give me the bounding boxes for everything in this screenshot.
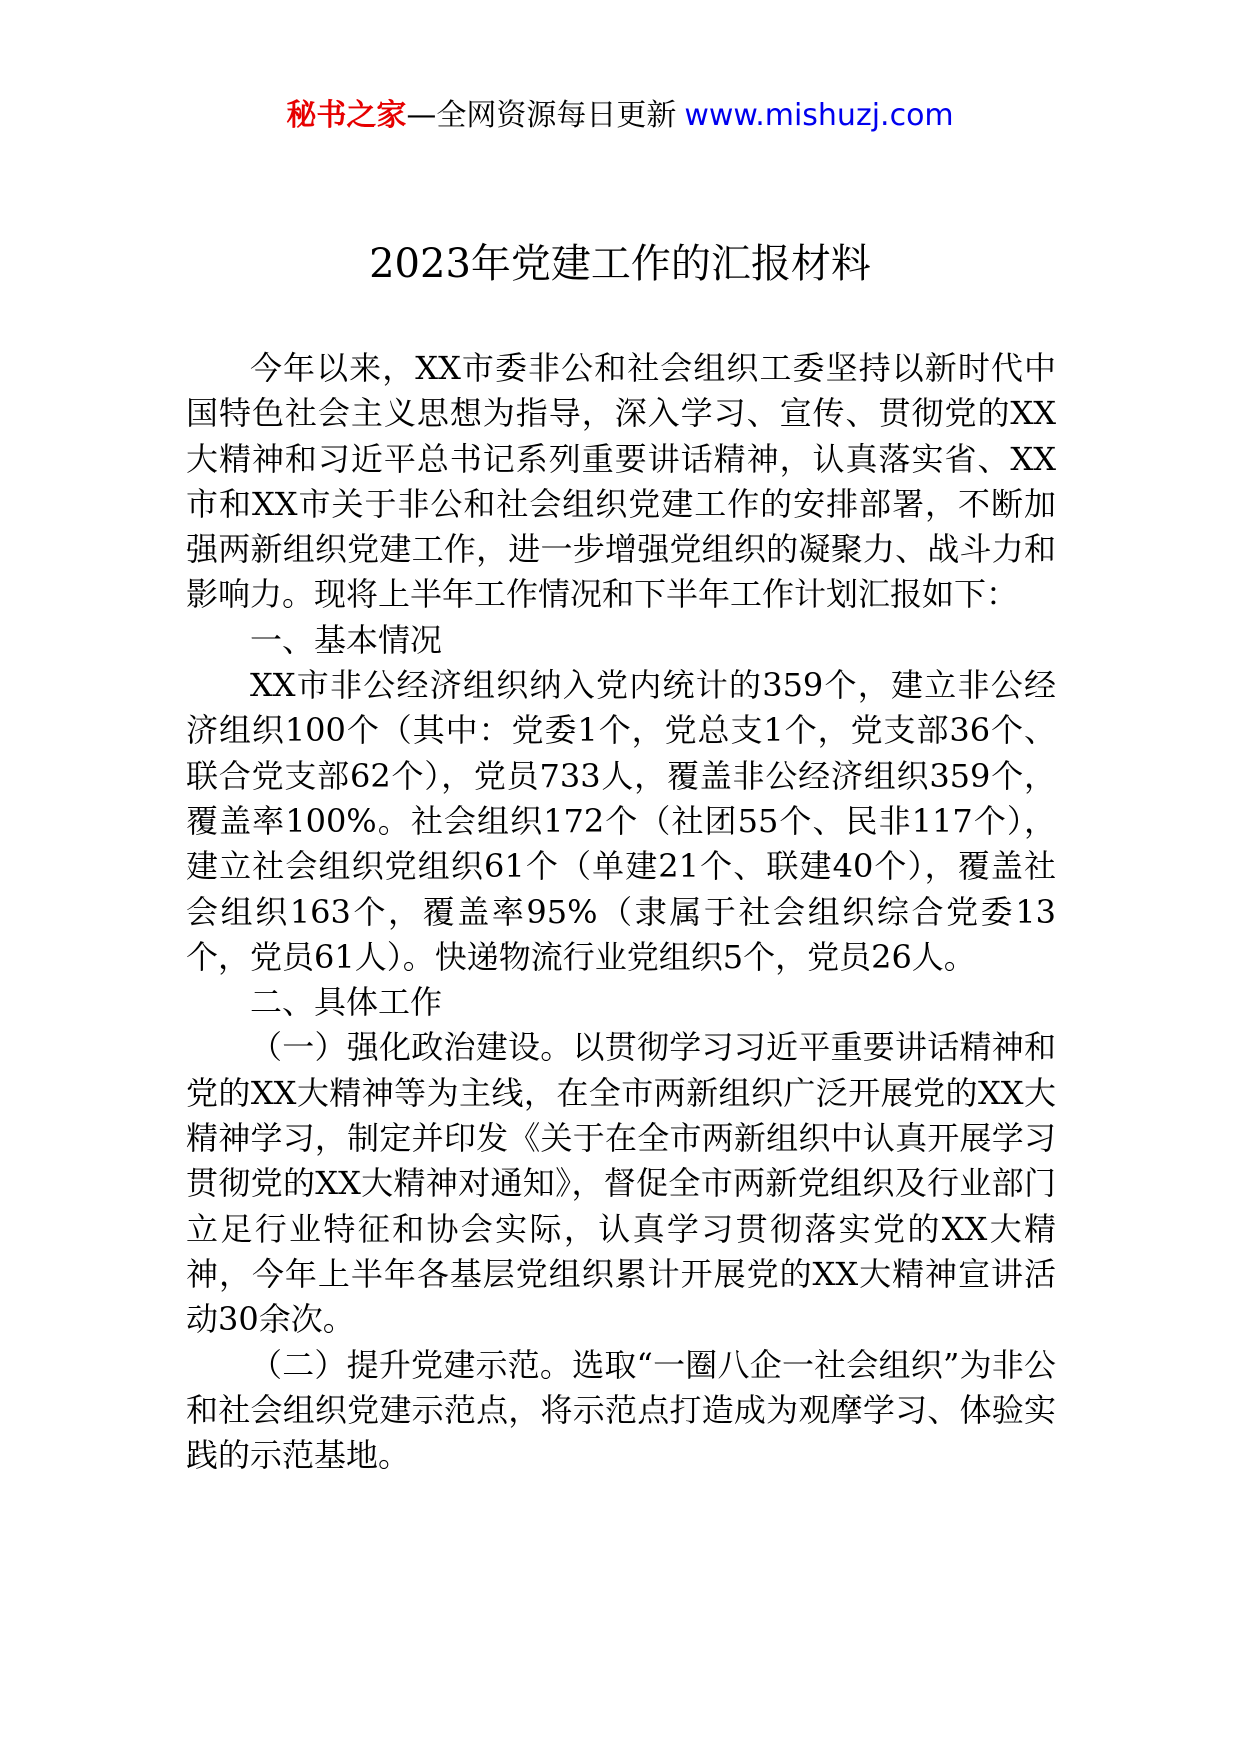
site-header [0,96,1240,136]
header-tagline: —全网资源每日更新 [406,98,677,133]
document-body [186,346,1056,1478]
paragraph-intro: 今年以来，XX市委非公和社会组织工委坚持以新时代中国特色社会主义思想为指导，深入学习、宣传、贯彻党的XX大精神和习近平总书记系列重要讲话精神，认真落实省、XX市和XX市关于非公和社会组织党建工作的安排部署，不断加强两新组织党建工作，进一步增强党组织的凝聚力、战斗力和影响力。现将上半年工作情况和下半年工作计划汇报如下： [186,349,1056,614]
paragraph-political: （一）强化政治建设。以贯彻学习习近平重要讲话精神和党的XX大精神等为主线，在全市两新组织广泛开展党的XX大精神学习，制定并印发《关于在全市两新组织中认真开展学习贯彻党的XX大精神对通知》，督促全市两新党组织及行业部门立足行业特征和协会实际，认真学习贯彻落实党的XX大精神，今年上半年各基层党组织累计开展党的XX大精神宣讲活动30余次。 [186,1028,1056,1339]
paragraph-demonstration: （二）提升党建示范。选取“一圈八企一社会组织”为非公和社会组织党建示范点，将示范点打造成为观摩学习、体验实践的示范基地。 [186,1345,1056,1475]
section-heading-work: 二、具体工作 [250,983,443,1022]
site-url-link[interactable]: www.mishuzj.com [684,98,954,133]
paragraph-basic-info: XX市非公经济组织纳入党内统计的359个，建立非公经济组织100个（其中：党委1个，党总支1个，党支部36个、联合党支部62个），党员733人，覆盖非公经济组织359个，覆盖率100%。社会组织172个（社团55个、民非117个），建立社会组织党组织61个（单建21个、联建40个），覆盖社会组织163个，覆盖率95%（隶属于社会组织综合党委13个，党员61人）。快递物流行业党组织5个，党员26人。 [186,666,1056,976]
document-title: 2023年党建工作的汇报材料 [369,241,871,287]
section-heading-basic: 一、基本情况 [250,620,443,659]
brand-name: 秘书之家 [286,98,407,133]
